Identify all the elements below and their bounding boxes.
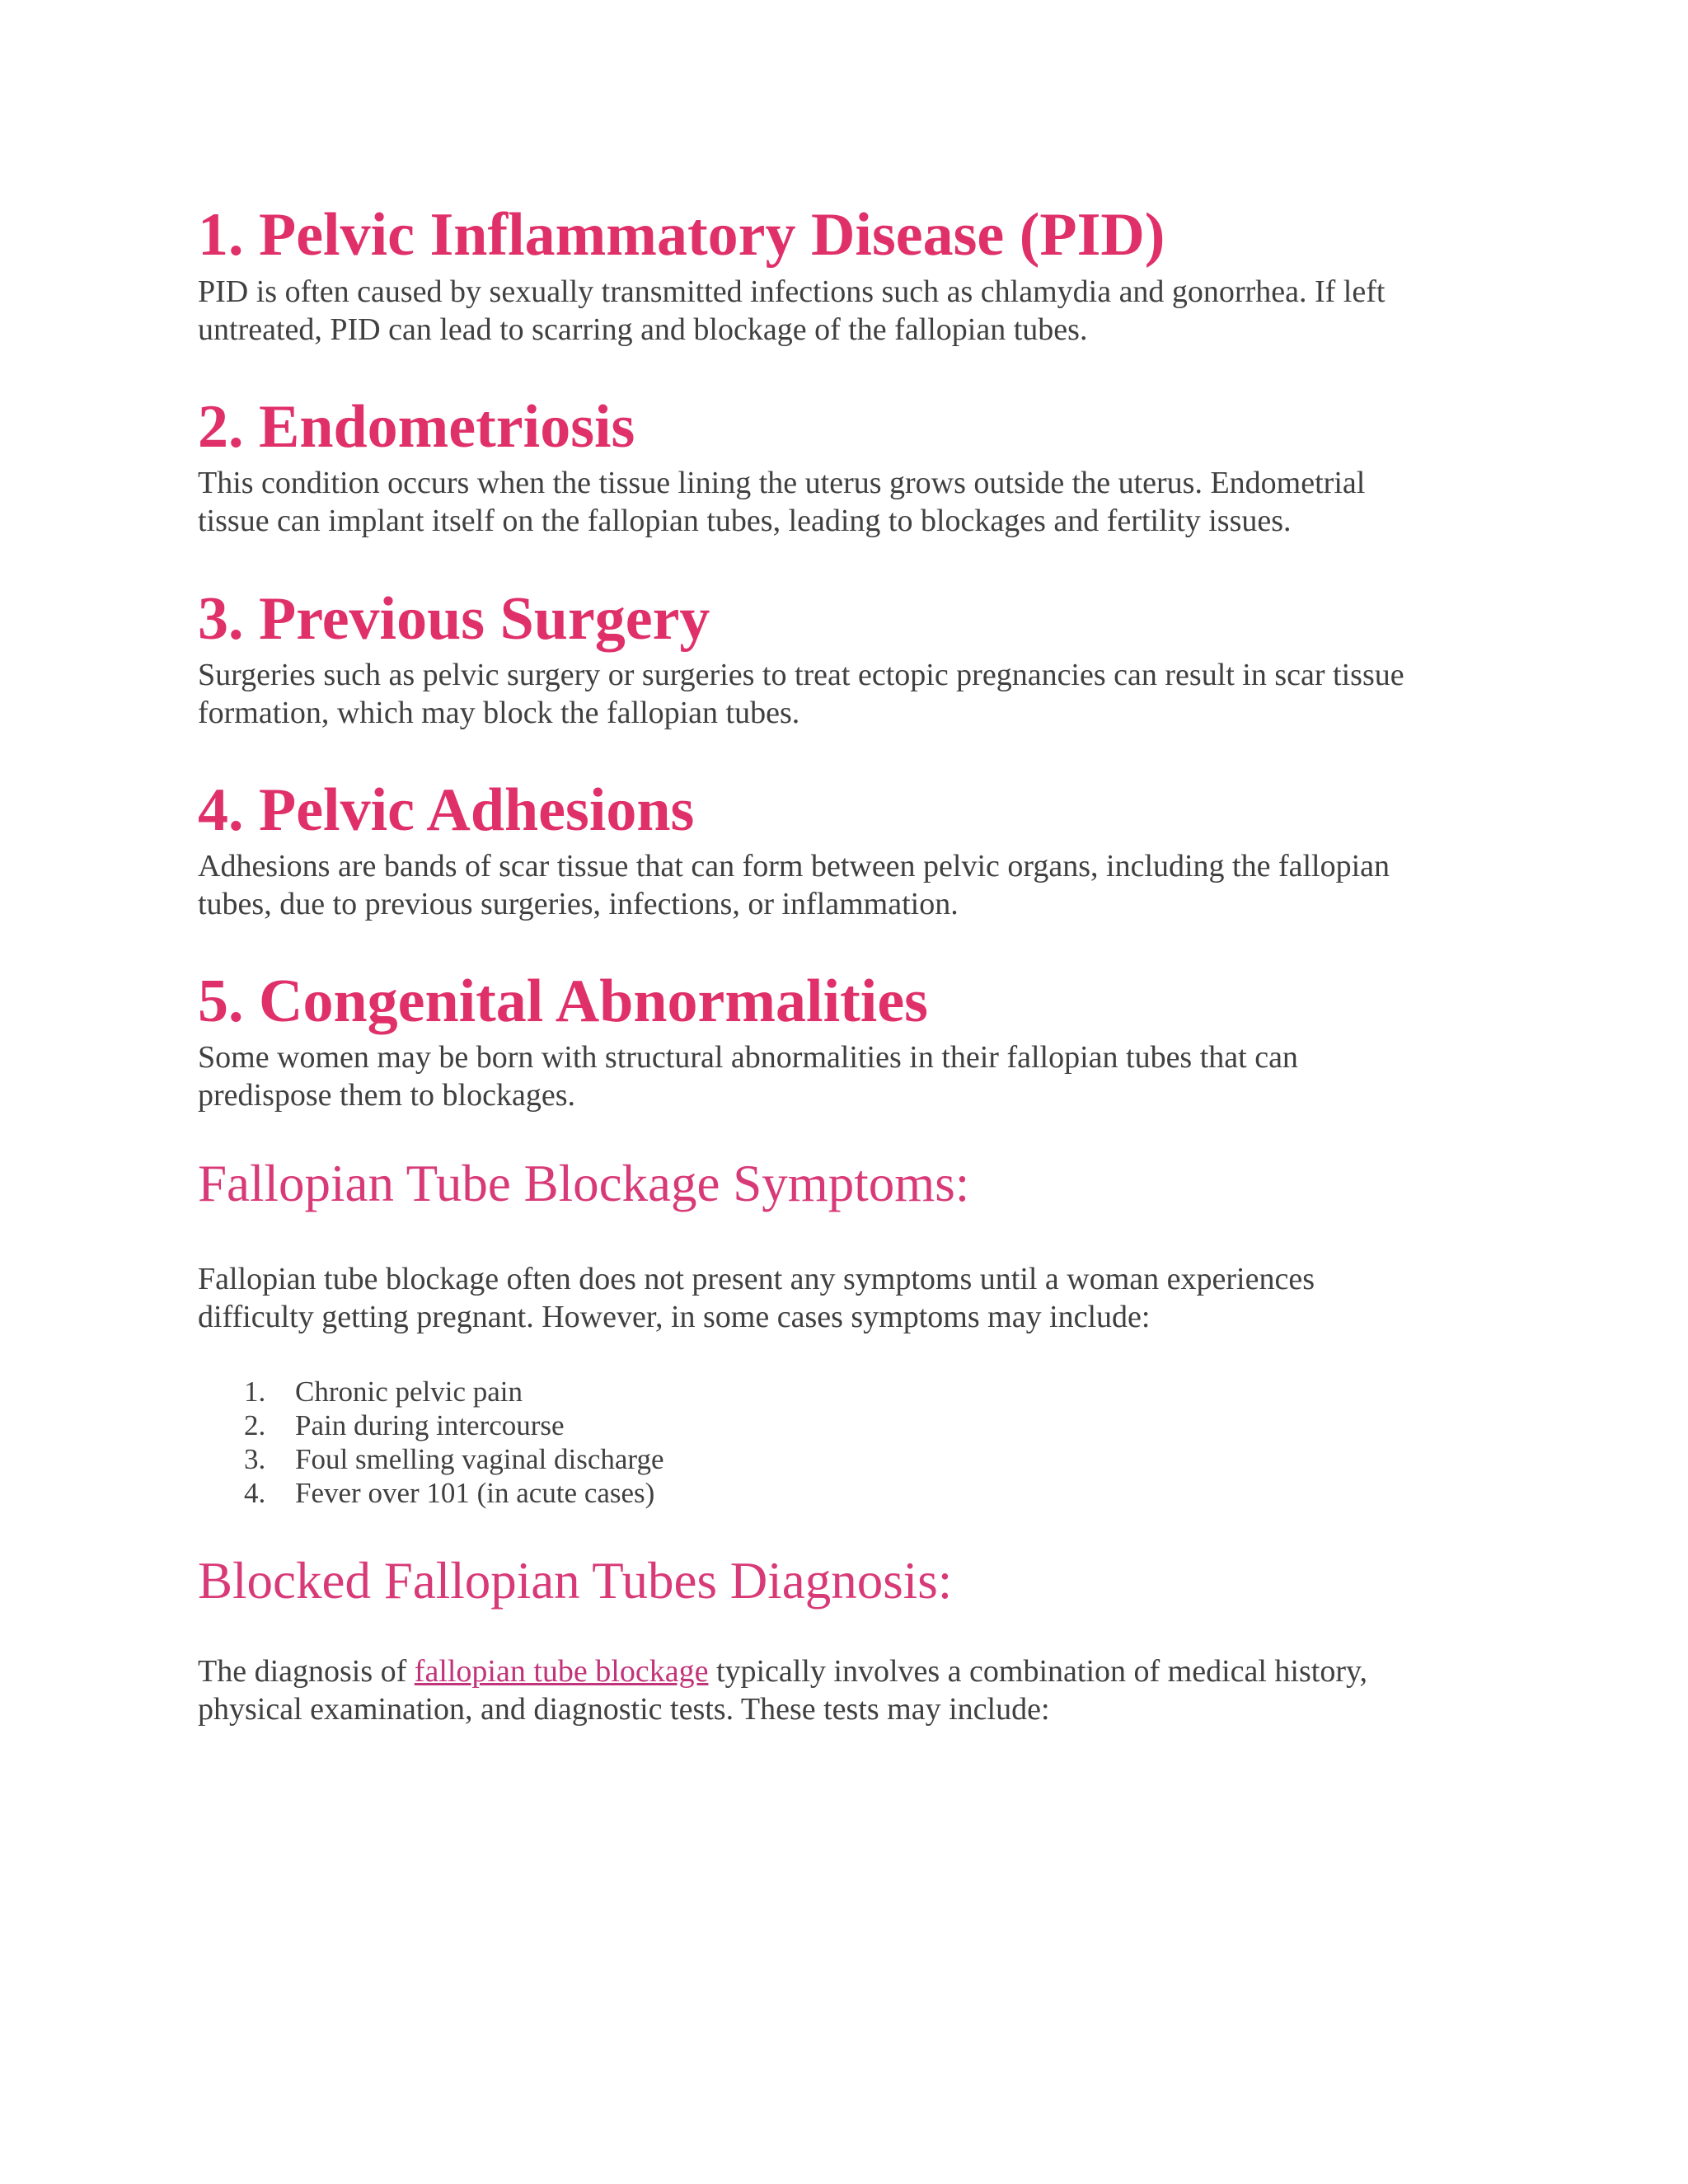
section-3-title: 3. Previous Surgery: [198, 585, 710, 653]
list-item-number: 3.: [244, 1443, 266, 1475]
section-3-body-line-1: Surgeries such as pelvic surgery or surgeries to treat ectopic pregnancies can result in scar tissue: [198, 658, 1404, 692]
diagnosis-intro-suffix: typically involves a combination of medical history,: [708, 1654, 1368, 1689]
section-4-body: [198, 847, 1500, 923]
symptoms-intro: [198, 1260, 1500, 1336]
section-3-body-line-2: formation, which may block the fallopian tubes.: [198, 696, 800, 730]
diagnosis-intro-line-2: physical examination, and diagnostic tests. These tests may include:: [198, 1692, 1050, 1727]
section-1-title: 1. Pelvic Inflammatory Disease (PID): [198, 201, 1165, 269]
section-3-body: [198, 656, 1500, 732]
list-item-number: 2.: [244, 1409, 266, 1441]
section-1-body: [198, 273, 1500, 349]
diagnosis-intro-prefix: The diagnosis of: [198, 1654, 415, 1689]
section-2-body: [198, 464, 1500, 540]
section-2-body-line-2: tissue can implant itself on the fallopian tubes, leading to blockages and fertility issues.: [198, 504, 1292, 538]
list-item: [198, 1375, 663, 1408]
section-5-body-line-1: Some women may be born with structural abnormalities in their fallopian tubes that can: [198, 1040, 1298, 1075]
list-item: [198, 1476, 663, 1510]
section-4-title: 4. Pelvic Adhesions: [198, 776, 695, 844]
section-5-title: 5. Congenital Abnormalities: [198, 968, 928, 1035]
section-2-body-line-1: This condition occurs when the tissue lining the uterus grows outside the uterus. Endometrial: [198, 466, 1366, 500]
symptoms-heading: Fallopian Tube Blockage Symptoms:: [198, 1155, 970, 1212]
symptoms-list: [198, 1375, 663, 1510]
diagnosis-intro-line-1: [198, 1652, 1500, 1690]
section-2-title: 2. Endometriosis: [198, 393, 635, 461]
section-1-body-line-1: PID is often caused by sexually transmitted infections such as chlamydia and gonorrhea. If left: [198, 274, 1386, 309]
section-5-body-line-2: predispose them to blockages.: [198, 1078, 576, 1113]
fallopian-tube-blockage-link[interactable]: fallopian tube blockage: [414, 1654, 709, 1689]
section-4-body-line-2: tubes, due to previous surgeries, infections, or inflammation.: [198, 887, 959, 921]
symptoms-intro-line-2: difficulty getting pregnant. However, in some cases symptoms may include:: [198, 1300, 1151, 1334]
list-item-text: Fever over 101 (in acute cases): [295, 1477, 655, 1509]
list-item-text: Pain during intercourse: [295, 1409, 565, 1441]
list-item-text: Chronic pelvic pain: [295, 1376, 523, 1408]
symptoms-intro-line-1: Fallopian tube blockage often does not present any symptoms until a woman experiences: [198, 1262, 1315, 1296]
list-item-number: 4.: [244, 1477, 266, 1509]
diagnosis-heading: Blocked Fallopian Tubes Diagnosis:: [198, 1552, 953, 1610]
section-5-body: [198, 1038, 1500, 1114]
diagnosis-intro: [198, 1652, 1500, 1728]
list-item-text: Foul smelling vaginal discharge: [295, 1443, 664, 1475]
list-item-number: 1.: [244, 1376, 266, 1408]
list-item: [198, 1442, 663, 1476]
section-4-body-line-1: Adhesions are bands of scar tissue that can form between pelvic organs, including the fallopian: [198, 849, 1390, 883]
list-item: [198, 1408, 663, 1442]
section-1-body-line-2: untreated, PID can lead to scarring and blockage of the fallopian tubes.: [198, 312, 1088, 347]
